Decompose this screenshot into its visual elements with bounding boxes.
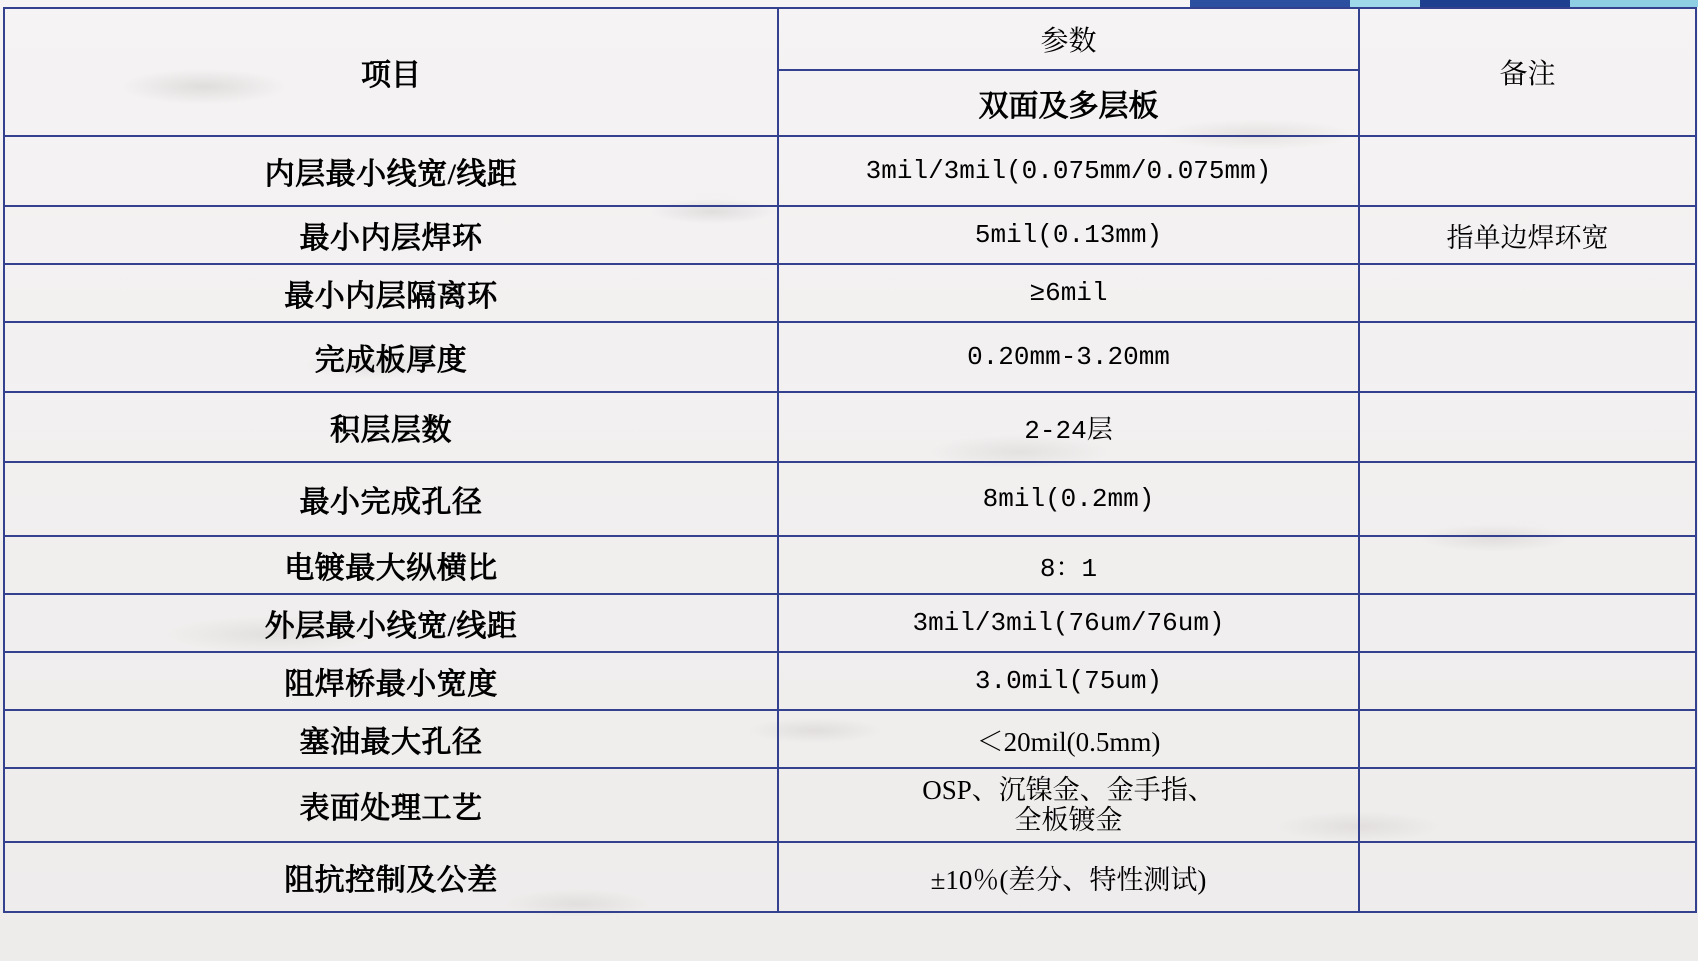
row-remark <box>1359 322 1696 392</box>
row-remark <box>1359 392 1696 462</box>
row-value: 3.0mil(75um) <box>778 652 1359 710</box>
row-label: 内层最小线宽/线距 <box>4 136 778 206</box>
row-value: ＜20mil(0.5mm) <box>778 710 1359 768</box>
row-label: 电镀最大纵横比 <box>4 536 778 594</box>
row-value <box>778 768 1359 842</box>
row-remark <box>1359 652 1696 710</box>
table-row <box>4 536 1696 594</box>
row-remark <box>1359 594 1696 652</box>
table-row <box>4 594 1696 652</box>
row-value: 3mil/3mil(76um/76um) <box>778 594 1359 652</box>
header-parameter: 参数 <box>778 8 1359 70</box>
spec-table-container <box>3 7 1695 913</box>
table-row <box>4 652 1696 710</box>
table-row <box>4 392 1696 462</box>
row-label: 外层最小线宽/线距 <box>4 594 778 652</box>
row-remark <box>1359 136 1696 206</box>
row-value: ≥6mil <box>778 264 1359 322</box>
row-value: 8mil(0.2mm) <box>778 462 1359 536</box>
table-row <box>4 206 1696 264</box>
row-label: 阻抗控制及公差 <box>4 842 778 912</box>
pcb-capability-table <box>3 7 1697 913</box>
table-row <box>4 264 1696 322</box>
table-row <box>4 462 1696 536</box>
top-decorative-banner <box>1190 0 1698 7</box>
row-label: 最小完成孔径 <box>4 462 778 536</box>
row-value: ±10％(差分、特性测试) <box>778 842 1359 912</box>
banner-segment-3 <box>1420 0 1570 7</box>
banner-segment-4 <box>1570 0 1698 7</box>
header-remark: 备注 <box>1359 8 1696 136</box>
row-value-line-1: OSP、沉镍金、金手指、 <box>922 774 1215 805</box>
row-value-line-2: 全板镀金 <box>1014 805 1123 835</box>
row-label: 完成板厚度 <box>4 322 778 392</box>
row-value: 0.20mm-3.20mm <box>778 322 1359 392</box>
header-parameter-sub: 双面及多层板 <box>778 70 1359 136</box>
row-value: 2-24层 <box>778 392 1359 462</box>
row-label: 最小内层焊环 <box>4 206 778 264</box>
table-row <box>4 710 1696 768</box>
row-label: 最小内层隔离环 <box>4 264 778 322</box>
row-remark: 指单边焊环宽 <box>1359 206 1696 264</box>
table-row <box>4 322 1696 392</box>
table-row <box>4 136 1696 206</box>
row-label: 表面处理工艺 <box>4 768 778 842</box>
row-value: 8：1 <box>778 536 1359 594</box>
row-remark <box>1359 710 1696 768</box>
row-remark <box>1359 842 1696 912</box>
banner-segment-1 <box>1190 0 1350 7</box>
table-row <box>4 768 1696 842</box>
row-value: 5mil(0.13mm) <box>778 206 1359 264</box>
row-remark <box>1359 462 1696 536</box>
row-value: 3mil/3mil(0.075mm/0.075mm) <box>778 136 1359 206</box>
table-row <box>4 842 1696 912</box>
banner-segment-2 <box>1350 0 1420 7</box>
table-header-row <box>4 8 1696 70</box>
row-label: 阻焊桥最小宽度 <box>4 652 778 710</box>
row-label: 积层层数 <box>4 392 778 462</box>
row-remark <box>1359 536 1696 594</box>
row-remark <box>1359 264 1696 322</box>
header-item: 项目 <box>4 8 778 136</box>
row-remark <box>1359 768 1696 842</box>
row-label: 塞油最大孔径 <box>4 710 778 768</box>
